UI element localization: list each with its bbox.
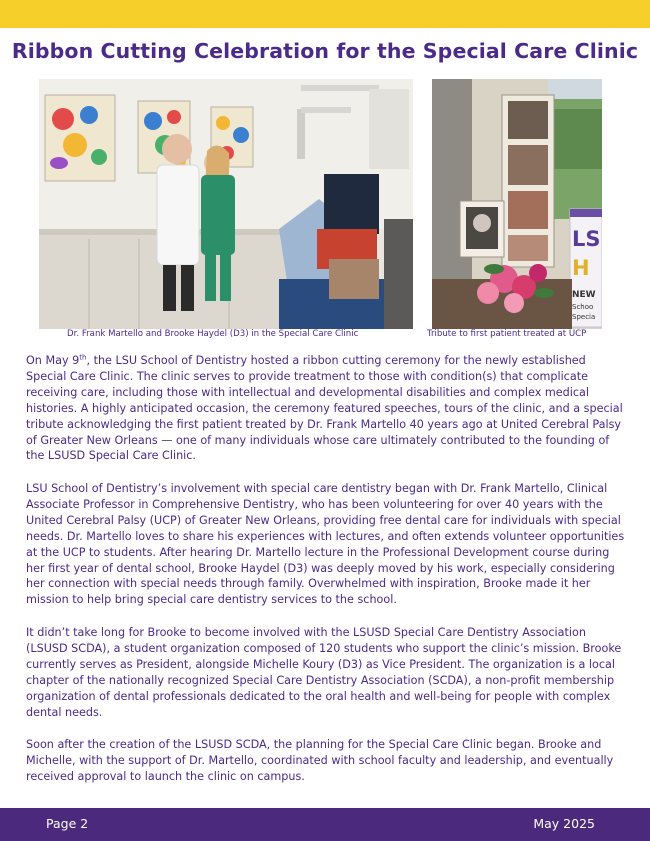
article-paragraph-2: LSU School of Dentistry’s involvement with special care dentistry began with Dr. Frank Martello, Clinical Associate Professor in Comprehensive Dentistry, who has been volunteering for over 40 years with the United Cerebral Palsy (UCP) of Greater New Orleans, providing free dental care for individuals with special needs. Dr. Martello loves to share his experiences with lectures, and often extends volunteer opportunities at the UCP to students. After hearing Dr. Martello lecture in the Professional Development course during her first year of dental school, Brooke Haydel (D3) was deeply moved by his work, especially considering her connection with special needs through family. Overwhelmed with inspiration, Brooke made it her mission to help bring special care dentistry services to the school. (26, 482, 625, 607)
page-number: Page 2 (46, 816, 89, 831)
article-paragraph-4: Soon after the creation of the LSUSD SCDA, the planning for the Special Care Clinic began. Brooke and Michelle, with the support of Dr. Martello, coordinated with school faculty and leadership, and eventually received approval to launch the clinic on campus. (26, 738, 614, 783)
article-paragraph-3: It didn’t take long for Brooke to become involved with the LSUSD Special Care Dentistry Association (LSUSD SCDA), a student organization composed of 120 students who support the clinic’s mission. Brooke currently serves as President, alongside Michelle Koury (D3) as Vice President. The organization is a local chapter of the nationally recognized Special Care Dentistry Association (SCDA), a non-profit membership organization of dental professionals dedicated to the oral health and well-being for people with complex dental needs. (26, 626, 622, 719)
photo-caption-left: Dr. Frank Martello and Brooke Haydel (D3) in the Special Care Clinic (67, 329, 359, 339)
sign-letters-1: LS (572, 227, 601, 251)
sign-letters-2: H (572, 256, 590, 280)
paragraph-1-lead: On May 9 (26, 354, 80, 367)
page-title: Ribbon Cutting Celebration for the Special Care Clinic (11, 39, 639, 63)
article-paragraph-1 (26, 353, 626, 464)
paragraph-1-superscript: th (79, 353, 87, 362)
page-footer (0, 808, 650, 841)
paragraph-1-rest: , the LSU School of Dentistry hosted a ribbon cutting ceremony for the newly established Special Care Clinic. The clinic serves to provide treatment to those with condition(s) that complicate receiving care, including those with intellectual and developmental disabilities and complex medical histories. A highly anticipated occasion, the ceremony featured speeches, tours of the clinic, and a special tribute acknowledging the first patient treated by Dr. Frank Martello 40 years ago at United Cerebral Palsy of Greater New Orleans — one of many individuals whose care ultimately contributed to the founding of the LSUSD Special Care Clinic. (26, 354, 623, 463)
top-accent-bar (0, 0, 650, 28)
tribute-photo (432, 79, 602, 329)
sign-letters-3: NEW (572, 290, 596, 300)
sign-letters-4: Schoo (572, 303, 594, 311)
issue-date: May 2025 (533, 816, 595, 831)
photo-caption-right: Tribute to first patient treated at UCP (427, 329, 587, 339)
sign-letters-5: Specia (572, 313, 596, 321)
clinic-photo (39, 79, 413, 329)
